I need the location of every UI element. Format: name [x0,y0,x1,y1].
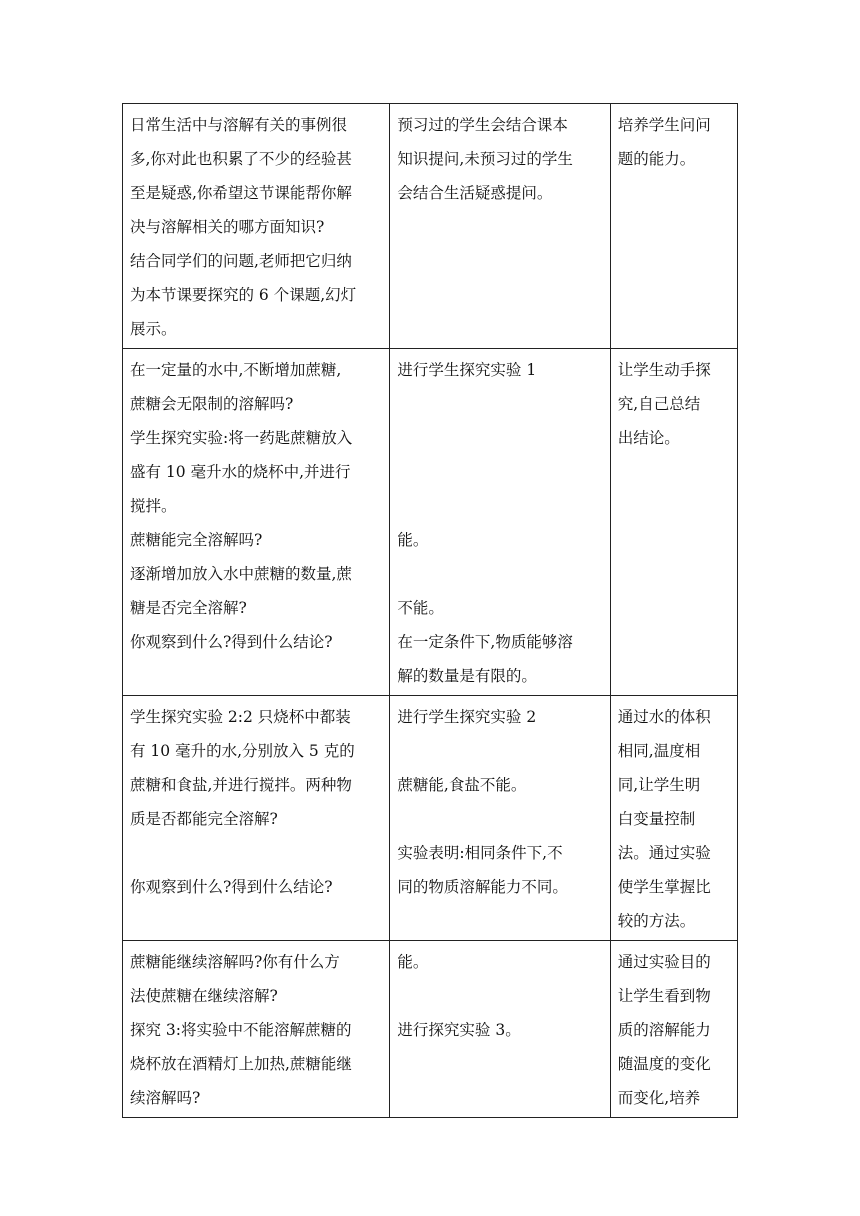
text-line: 搅拌。 [130,497,177,515]
student-activity-cell [390,104,610,349]
text-line: 逐渐增加放入水中蔗糖的数量,蔗 [130,565,352,583]
text-line: 你观察到什么?得到什么结论? [130,878,333,896]
blank-line [397,734,602,768]
text-line: 而变化,培养 [617,1089,701,1107]
design-intent-cell [610,941,737,1118]
text-line: 相同,温度相 [617,742,701,760]
text-line: 日常生活中与溶解有关的事例很 [130,116,348,134]
blank-line [397,802,602,836]
table-body [123,104,738,1118]
text-line: 能。 [397,531,429,549]
text-line: 法使蔗糖在继续溶解? [130,987,278,1005]
text-line: 蔗糖能继续溶解吗?你有什么方 [130,953,340,971]
text-line: 会结合生活疑惑提问。 [397,184,553,202]
table-row [123,349,738,696]
text-line: 盛有 10 毫升水的烧杯中,并进行 [130,463,351,481]
text-line: 烧杯放在酒精灯上加热,蔗糖能继 [130,1055,352,1073]
text-line: 糖是否完全溶解? [130,599,247,617]
text-line: 蔗糖和食盐,并进行搅拌。两种物 [130,776,352,794]
blank-line [397,387,602,421]
text-line: 解的数量是有限的。 [397,667,537,685]
text-line: 进行探究实验 3。 [397,1021,521,1039]
text-line: 实验表明:相同条件下,不 [397,844,563,862]
lesson-plan-table [122,103,738,1118]
text-line: 进行学生探究实验 2 [397,708,537,726]
student-activity-cell [390,941,610,1118]
text-line: 究,自己总结 [617,395,701,413]
text-line: 至是疑惑,你希望这节课能帮你解 [130,184,352,202]
text-line: 蔗糖能完全溶解吗? [130,531,263,549]
text-line: 在一定量的水中,不断增加蔗糖, [130,361,342,379]
teacher-activity-cell [123,349,390,696]
text-line: 让学生看到物 [617,987,711,1005]
table-row [123,941,738,1118]
text-line: 培养学生问问 [617,116,711,134]
text-line: 学生探究实验:将一药匙蔗糖放入 [130,429,353,447]
text-line: 探究 3:将实验中不能溶解蔗糖的 [130,1021,352,1039]
text-line: 质的溶解能力 [617,1021,711,1039]
text-line: 学生探究实验 2:2 只烧杯中都装 [130,708,351,726]
teacher-activity-cell [123,104,390,349]
student-activity-cell [390,696,610,941]
text-line: 结合同学们的问题,老师把它归纳 [130,252,352,270]
text-line: 通过水的体积 [617,708,711,726]
text-line: 让学生动手探 [617,361,711,379]
blank-line [397,489,602,523]
design-intent-cell [610,104,737,349]
text-line: 出结论。 [617,429,680,447]
text-line: 随温度的变化 [617,1055,711,1073]
text-line: 质是否都能完全溶解? [130,810,278,828]
text-line: 知识提问,未预习过的学生 [397,150,573,168]
text-line: 蔗糖会无限制的溶解吗? [130,395,294,413]
text-line: 多,你对此也积累了不少的经验甚 [130,150,352,168]
design-intent-cell [610,696,737,941]
text-line: 为本节课要探究的 6 个课题,幻灯 [130,286,357,304]
text-line: 进行学生探究实验 1 [397,361,537,379]
blank-line [130,836,382,870]
design-intent-cell [610,349,737,696]
text-line: 法。通过实验 [617,844,711,862]
text-line: 续溶解吗? [130,1089,201,1107]
table-row [123,696,738,941]
blank-line [397,979,602,1013]
text-line: 白变量控制 [617,810,696,828]
text-line: 题的能力。 [617,150,696,168]
text-line: 同,让学生明 [617,776,701,794]
teacher-activity-cell [123,941,390,1118]
text-line: 有 10 毫升的水,分别放入 5 克的 [130,742,355,760]
text-line: 不能。 [397,599,444,617]
table-row [123,104,738,349]
text-line: 能。 [397,953,429,971]
blank-line [397,421,602,455]
text-line: 展示。 [130,320,177,338]
text-line: 蔗糖能,食盐不能。 [397,776,527,794]
student-activity-cell [390,349,610,696]
text-line: 你观察到什么?得到什么结论? [130,633,333,651]
teacher-activity-cell [123,696,390,941]
text-line: 同的物质溶解能力不同。 [397,878,568,896]
text-line: 在一定条件下,物质能够溶 [397,633,573,651]
text-line: 较的方法。 [617,912,696,930]
text-line: 通过实验目的 [617,953,711,971]
blank-line [397,557,602,591]
text-line: 决与溶解相关的哪方面知识? [130,218,325,236]
text-line: 使学生掌握比 [617,878,711,896]
text-line: 预习过的学生会结合课本 [397,116,568,134]
blank-line [397,455,602,489]
